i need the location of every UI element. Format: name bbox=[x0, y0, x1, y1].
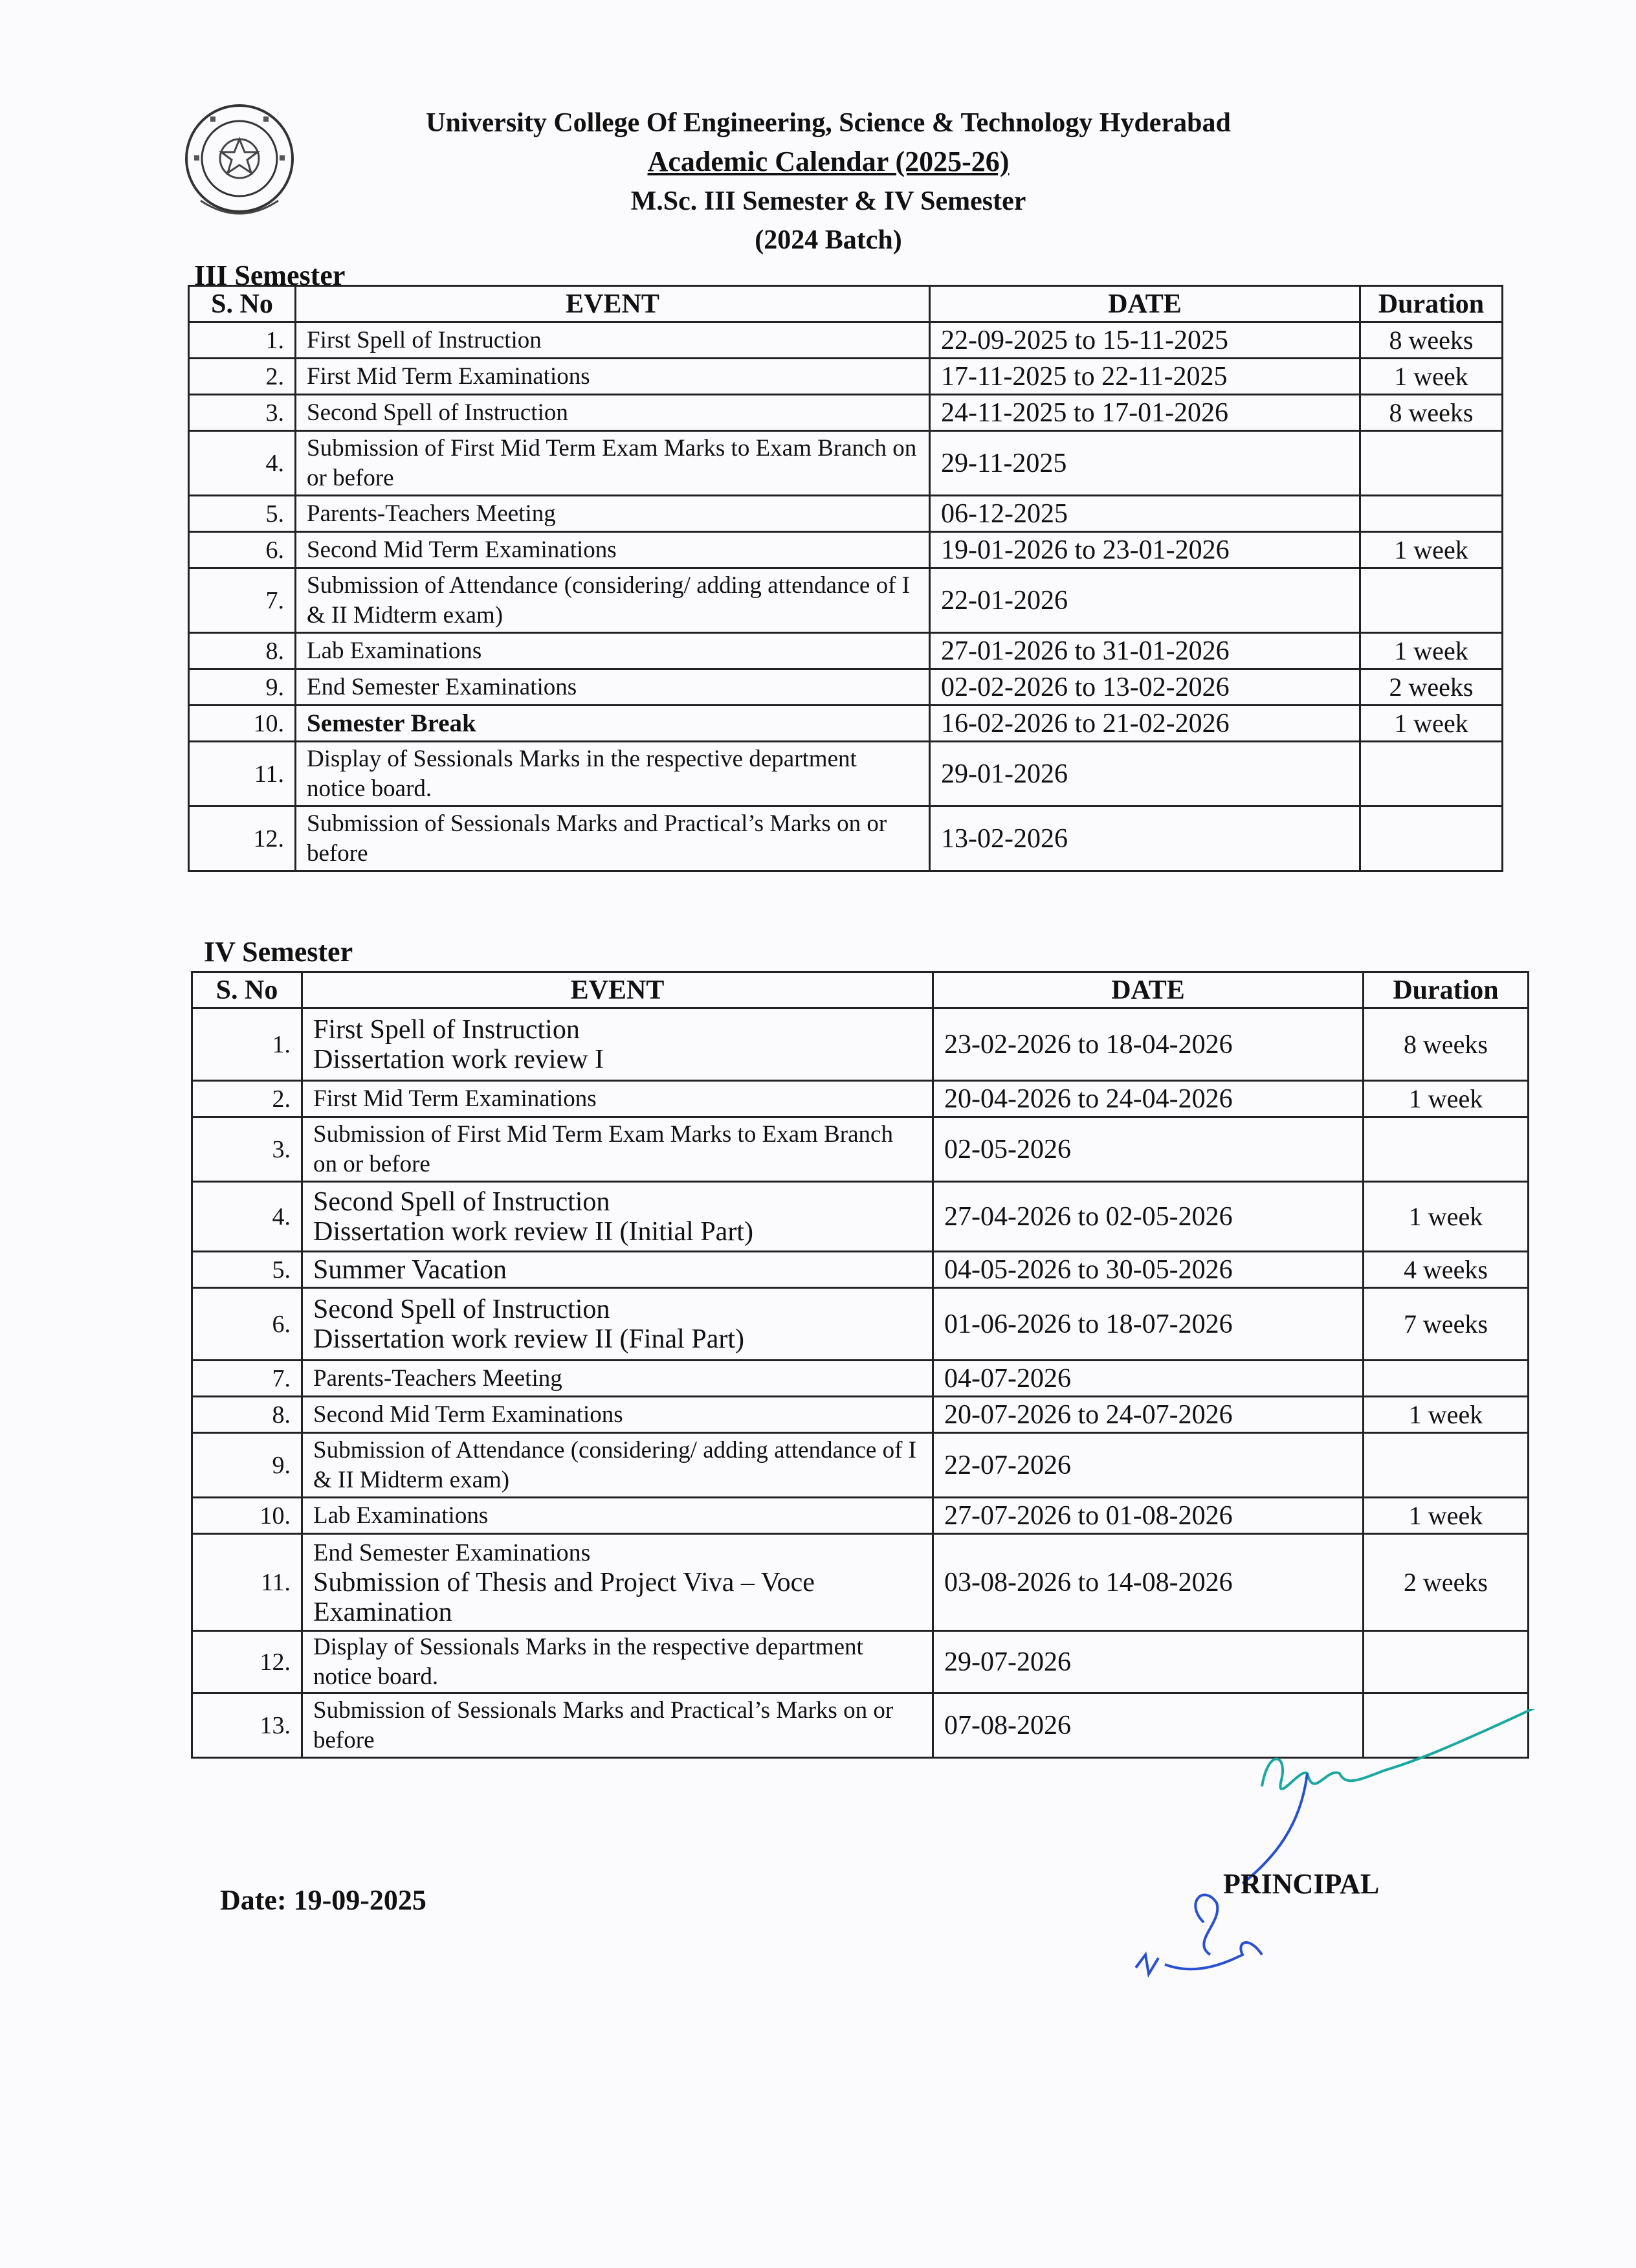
row-date: 22-09-2025 to 15-11-2025 bbox=[930, 322, 1360, 359]
row-event: Semester Break bbox=[296, 706, 930, 742]
row-event: Submission of First Mid Term Exam Marks to Exam Branch on or before bbox=[296, 431, 930, 496]
table-row bbox=[192, 1008, 1529, 1081]
row-event: End Semester Examinations bbox=[296, 669, 930, 706]
institution-name: University College Of Engineering, Science & Technology Hyderabad bbox=[426, 108, 1231, 138]
row-duration: 8 weeks bbox=[1364, 1008, 1529, 1081]
row-sno: 11. bbox=[189, 742, 296, 806]
row-duration: 1 week bbox=[1364, 1081, 1529, 1117]
row-duration bbox=[1360, 496, 1503, 532]
sem4-title: IV Semester bbox=[204, 936, 353, 968]
row-duration bbox=[1364, 1361, 1529, 1397]
row-event: Summer Vacation bbox=[302, 1252, 933, 1288]
row-date: 02-02-2026 to 13-02-2026 bbox=[930, 669, 1360, 706]
row-sno: 7. bbox=[192, 1361, 302, 1397]
row-duration: 7 weeks bbox=[1364, 1288, 1529, 1361]
row-event: Display of Sessionals Marks in the respective department notice board. bbox=[302, 1631, 933, 1693]
sem4-table bbox=[191, 971, 1529, 1759]
row-event-line: End Semester Examinations bbox=[313, 1539, 591, 1566]
row-sno: 7. bbox=[189, 568, 296, 633]
col-duration: Duration bbox=[1364, 972, 1529, 1008]
row-sno: 2. bbox=[189, 359, 296, 395]
row-duration bbox=[1364, 1433, 1529, 1498]
row-date: 22-01-2026 bbox=[930, 568, 1360, 633]
row-sno: 4. bbox=[189, 431, 296, 496]
table-row bbox=[189, 633, 1503, 669]
row-duration bbox=[1360, 806, 1503, 871]
row-event: Lab Examinations bbox=[296, 633, 930, 669]
table-row bbox=[189, 568, 1503, 633]
row-date: 27-01-2026 to 31-01-2026 bbox=[930, 633, 1360, 669]
row-event: Submission of Sessionals Marks and Practical’s Marks on or before bbox=[302, 1693, 933, 1758]
table-row bbox=[192, 1397, 1529, 1433]
row-sno: 13. bbox=[192, 1693, 302, 1758]
row-event-line: Dissertation work review II (Final Part) bbox=[313, 1324, 744, 1354]
row-event bbox=[302, 1288, 933, 1361]
row-event: First Spell of Instruction bbox=[296, 322, 930, 359]
row-sno: 5. bbox=[192, 1252, 302, 1288]
row-sno: 9. bbox=[192, 1433, 302, 1498]
row-event bbox=[302, 1008, 933, 1081]
row-event: Submission of Attendance (considering/ adding attendance of I & II Midterm exam) bbox=[302, 1433, 933, 1498]
row-date: 17-11-2025 to 22-11-2025 bbox=[930, 359, 1360, 395]
table-row bbox=[192, 1288, 1529, 1361]
table-row bbox=[189, 359, 1503, 395]
table-header-row bbox=[192, 972, 1529, 1008]
table-row bbox=[189, 706, 1503, 742]
col-sno: S. No bbox=[192, 972, 302, 1008]
row-duration bbox=[1364, 1117, 1529, 1182]
col-event: EVENT bbox=[296, 286, 930, 322]
row-date: 16-02-2026 to 21-02-2026 bbox=[930, 706, 1360, 742]
table-row bbox=[192, 1361, 1529, 1397]
row-sno: 12. bbox=[189, 806, 296, 871]
table-row bbox=[189, 322, 1503, 359]
col-event: EVENT bbox=[302, 972, 933, 1008]
row-date: 24-11-2025 to 17-01-2026 bbox=[930, 395, 1360, 431]
col-duration: Duration bbox=[1360, 286, 1503, 322]
row-date: 23-02-2026 to 18-04-2026 bbox=[933, 1008, 1364, 1081]
table-row bbox=[192, 1498, 1529, 1534]
sem3-title: III Semester bbox=[194, 260, 346, 291]
row-event: Submission of Attendance (considering/ adding attendance of I & II Midterm exam) bbox=[296, 568, 930, 633]
row-event: Second Mid Term Examinations bbox=[296, 532, 930, 568]
row-date: 01-06-2026 to 18-07-2026 bbox=[933, 1288, 1364, 1361]
row-duration: 2 weeks bbox=[1360, 669, 1503, 706]
row-duration: 8 weeks bbox=[1360, 322, 1503, 359]
row-duration: 1 week bbox=[1364, 1397, 1529, 1433]
row-event: Parents-Teachers Meeting bbox=[302, 1361, 933, 1397]
document-header bbox=[311, 104, 1346, 260]
row-sno: 1. bbox=[189, 322, 296, 359]
issue-date: Date: 19-09-2025 bbox=[220, 1884, 426, 1916]
row-duration: 8 weeks bbox=[1360, 395, 1503, 431]
row-sno: 9. bbox=[189, 669, 296, 706]
row-sno: 11. bbox=[192, 1534, 302, 1631]
table-row bbox=[189, 742, 1503, 806]
row-duration: 1 week bbox=[1364, 1182, 1529, 1252]
row-duration: 2 weeks bbox=[1364, 1534, 1529, 1631]
row-date: 04-07-2026 bbox=[933, 1361, 1364, 1397]
col-date: DATE bbox=[930, 286, 1360, 322]
row-sno: 8. bbox=[189, 633, 296, 669]
table-row bbox=[189, 669, 1503, 706]
row-sno: 10. bbox=[192, 1498, 302, 1534]
row-duration bbox=[1364, 1631, 1529, 1693]
row-event-line: Second Spell of Instruction bbox=[313, 1186, 610, 1217]
row-sno: 1. bbox=[192, 1008, 302, 1081]
row-date: 06-12-2025 bbox=[930, 496, 1360, 532]
row-event-line: Submission of Thesis and Project Viva – Voce bbox=[313, 1567, 815, 1597]
table-row bbox=[192, 1081, 1529, 1117]
row-event: Second Spell of Instruction bbox=[296, 395, 930, 431]
row-sno: 6. bbox=[192, 1288, 302, 1361]
row-date: 29-07-2026 bbox=[933, 1631, 1364, 1693]
row-sno: 2. bbox=[192, 1081, 302, 1117]
table-row bbox=[192, 1182, 1529, 1252]
row-date: 27-07-2026 to 01-08-2026 bbox=[933, 1498, 1364, 1534]
row-event: Second Mid Term Examinations bbox=[302, 1397, 933, 1433]
row-date: 20-04-2026 to 24-04-2026 bbox=[933, 1081, 1364, 1117]
table-row bbox=[189, 395, 1503, 431]
university-seal-icon bbox=[175, 97, 304, 227]
table-row bbox=[192, 1433, 1529, 1498]
row-sno: 8. bbox=[192, 1397, 302, 1433]
row-duration: 1 week bbox=[1360, 532, 1503, 568]
row-sno: 3. bbox=[189, 395, 296, 431]
row-date: 22-07-2026 bbox=[933, 1433, 1364, 1498]
row-date: 13-02-2026 bbox=[930, 806, 1360, 871]
row-sno: 5. bbox=[189, 496, 296, 532]
table-row bbox=[189, 431, 1503, 496]
row-duration: 1 week bbox=[1360, 359, 1503, 395]
row-event: Submission of Sessionals Marks and Practical’s Marks on or before bbox=[296, 806, 930, 871]
row-date: 02-05-2026 bbox=[933, 1117, 1364, 1182]
row-date: 29-01-2026 bbox=[930, 742, 1360, 806]
row-date: 07-08-2026 bbox=[933, 1693, 1364, 1758]
row-sno: 4. bbox=[192, 1182, 302, 1252]
row-event: Lab Examinations bbox=[302, 1498, 933, 1534]
table-row bbox=[192, 1117, 1529, 1182]
sem3-table bbox=[188, 285, 1503, 872]
row-duration bbox=[1360, 431, 1503, 496]
row-event: Submission of First Mid Term Exam Marks to Exam Branch on or before bbox=[302, 1117, 933, 1182]
row-event-line: Examination bbox=[313, 1597, 452, 1627]
row-date: 04-05-2026 to 30-05-2026 bbox=[933, 1252, 1364, 1288]
row-date: 19-01-2026 to 23-01-2026 bbox=[930, 532, 1360, 568]
row-duration bbox=[1360, 742, 1503, 806]
principal-title: PRINCIPAL bbox=[1223, 1868, 1380, 1900]
program-title: M.Sc. III Semester & IV Semester bbox=[630, 186, 1026, 216]
row-event bbox=[302, 1182, 933, 1252]
table-row bbox=[192, 1631, 1529, 1693]
row-date: 03-08-2026 to 14-08-2026 bbox=[933, 1534, 1364, 1631]
row-duration: 4 weeks bbox=[1364, 1252, 1529, 1288]
calendar-title: Academic Calendar (2025-26) bbox=[647, 146, 1010, 177]
row-sno: 10. bbox=[189, 706, 296, 742]
row-event: First Mid Term Examinations bbox=[302, 1081, 933, 1117]
table-row bbox=[189, 532, 1503, 568]
row-event-line: Dissertation work review I bbox=[313, 1044, 604, 1074]
table-row bbox=[189, 496, 1503, 532]
row-sno: 6. bbox=[189, 532, 296, 568]
table-row bbox=[192, 1252, 1529, 1288]
row-duration bbox=[1360, 568, 1503, 633]
row-duration: 1 week bbox=[1364, 1498, 1529, 1534]
row-duration: 1 week bbox=[1360, 633, 1503, 669]
principal-signature-icon bbox=[1113, 1709, 1566, 2007]
row-event: Parents-Teachers Meeting bbox=[296, 496, 930, 532]
table-row bbox=[189, 806, 1503, 871]
row-event-line: Second Spell of Instruction bbox=[313, 1294, 610, 1324]
row-date: 20-07-2026 to 24-07-2026 bbox=[933, 1397, 1364, 1433]
row-event: First Mid Term Examinations bbox=[296, 359, 930, 395]
row-event bbox=[302, 1534, 933, 1631]
row-sno: 3. bbox=[192, 1117, 302, 1182]
col-sno: S. No bbox=[189, 286, 296, 322]
row-sno: 12. bbox=[192, 1631, 302, 1693]
row-event-line: First Spell of Instruction bbox=[313, 1014, 580, 1045]
batch-title: (2024 Batch) bbox=[755, 225, 902, 255]
row-date: 29-11-2025 bbox=[930, 431, 1360, 496]
row-duration: 1 week bbox=[1360, 706, 1503, 742]
row-event-line: Dissertation work review II (Initial Part) bbox=[313, 1216, 753, 1247]
row-event: Display of Sessionals Marks in the respective department notice board. bbox=[296, 742, 930, 806]
table-row bbox=[192, 1534, 1529, 1631]
row-date: 27-04-2026 to 02-05-2026 bbox=[933, 1182, 1364, 1252]
table-header-row bbox=[189, 286, 1503, 322]
col-date: DATE bbox=[933, 972, 1364, 1008]
